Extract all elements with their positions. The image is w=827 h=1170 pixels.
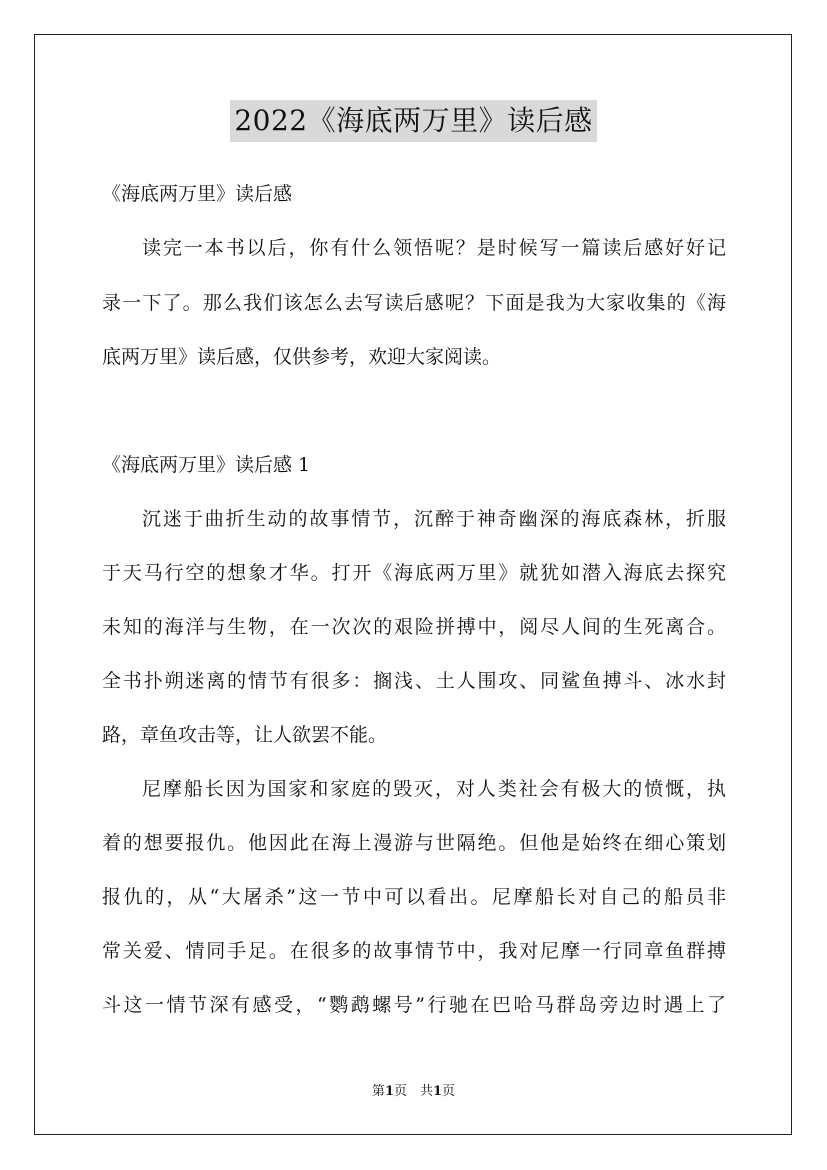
para2-line-1: 尼摩船长因为国家和家庭的毁灭，对人类社会有极大的愤慨，执: [142, 778, 726, 800]
footer-current-page: 1: [384, 1084, 394, 1099]
para2-line-4: 常关爱、情同手足。在很多的故事情节中，我对尼摩一行同章鱼群搏: [102, 940, 726, 962]
para1-line-4: 全书扑朔迷离的情节有很多：搁浅、土人围攻、同鲨鱼搏斗、冰水封: [102, 670, 726, 692]
para1-line-3: 未知的海洋与生物，在一次次的艰险拼搏中，阅尽人间的生死离合。: [102, 616, 726, 638]
para1-line-2: 于天马行空的想象才华。打开《海底两万里》就犹如潜入海底去探究: [102, 562, 726, 584]
footer-prefix: 第: [371, 1084, 385, 1099]
para2-line-3: 报仇的，从“大屠杀”这一节中可以看出。尼摩船长对自己的船员非: [102, 886, 726, 908]
intro-line-1: 读完一本书以后，你有什么领悟呢？是时候写一篇读后感好好记: [142, 237, 726, 259]
intro-line-2: 录一下了。那么我们该怎么去写读后感呢？下面是我为大家收集的《海: [102, 292, 726, 314]
para2-line-5: 斗这一情节深有感受，“鹦鹉螺号”行驰在巴哈马群岛旁边时遇上了: [102, 994, 726, 1016]
para1-line-1: 沉迷于曲折生动的故事情节，沉醉于神奇幽深的海底森林，折服: [142, 508, 726, 530]
footer-total-pages: 1: [433, 1084, 443, 1099]
para1-line-5: 路，章鱼攻击等，让人欲罢不能。: [102, 724, 388, 746]
footer-mid: 页 共: [393, 1084, 433, 1099]
title-block: [0, 100, 827, 142]
document-subtitle: 《海底两万里》读后感: [102, 183, 293, 205]
document-title: 2022《海底两万里》读后感: [230, 100, 596, 142]
para2-line-2: 着的想要报仇。他因此在海上漫游与世隔绝。但他是始终在细心策划: [102, 832, 726, 854]
intro-line-3: 底两万里》读后感，仅供参考，欢迎大家阅读。: [102, 346, 502, 368]
footer-suffix: 页: [442, 1084, 456, 1099]
section-heading: 《海底两万里》读后感 1: [102, 454, 311, 476]
page-footer: [0, 1083, 827, 1101]
